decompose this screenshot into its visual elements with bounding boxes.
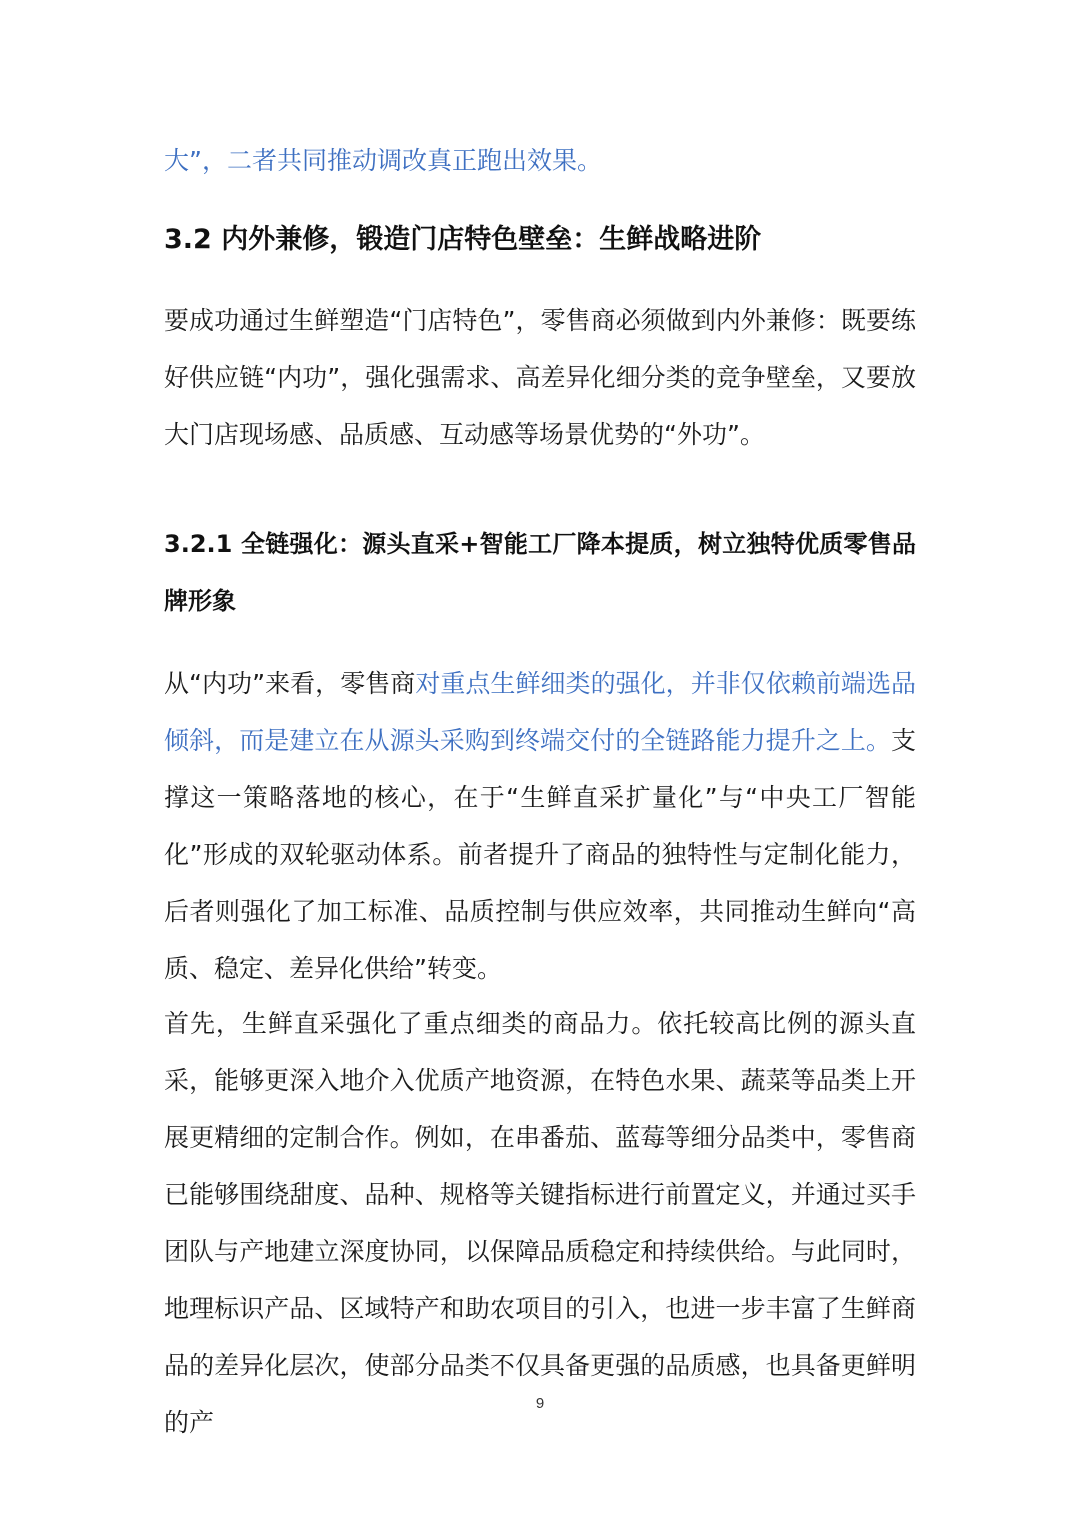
- section-3-2-heading: 3.2 内外兼修，锻造门店特色壁垒：生鲜战略进阶: [164, 224, 762, 255]
- paragraph-1-highlight: 对重点生鲜细类的强化，并非仅依赖前端选品倾斜，而是建立在从源头采购到终端交付的全链路能力提升之上。: [164, 669, 916, 755]
- section-3-2-1-paragraph-2: 首先，生鲜直采强化了重点细类的商品力。依托较高比例的源头直采，能够更深入地介入优质产地资源，在特色水果、蔬菜等品类上开展更精细的定制合作。例如，在串番茄、蓝莓等细分品类中，零售商已能够围绕甜度、品种、规格等关键指标进行前置定义，并通过买手团队与产地建立深度协同，以保障品质稳定和持续供给。与此同时，地理标识产品、区域特产和助农项目的引入，也进一步丰富了生鲜商品的差异化层次，使部分品类不仅具备更强的品质感，也具备更鲜明的产: [164, 1009, 916, 1437]
- section-3-2-paragraph: 要成功通过生鲜塑造“门店特色”，零售商必须做到内外兼修：既要练好供应链“内功”，强化强需求、高差异化细分类的竞争壁垒，又要放大门店现场感、品质感、互动感等场景优势的“外功”。: [164, 306, 916, 449]
- section-3-2-1-heading: 3.2.1 全链强化：源头直采+智能工厂降本提质，树立独特优质零售品牌形象: [164, 530, 916, 615]
- paragraph-1-lead: 从“内功”来看，零售商: [164, 669, 416, 698]
- paragraph-1-tail: 支撑这一策略落地的核心，在于“生鲜直采扩量化”与“中央工厂智能化”形成的双轮驱动体系。前者提升了商品的独特性与定制化能力，后者则强化了加工标准、品质控制与供应效率，共同推动生鲜向“高质、稳定、差异化供给”转变。: [164, 726, 916, 983]
- page-number: 9: [535, 1395, 545, 1412]
- continuation-text: 大”，二者共同推动调改真正跑出效果。: [164, 146, 602, 175]
- section-3-2-1-paragraph-1: [164, 655, 916, 997]
